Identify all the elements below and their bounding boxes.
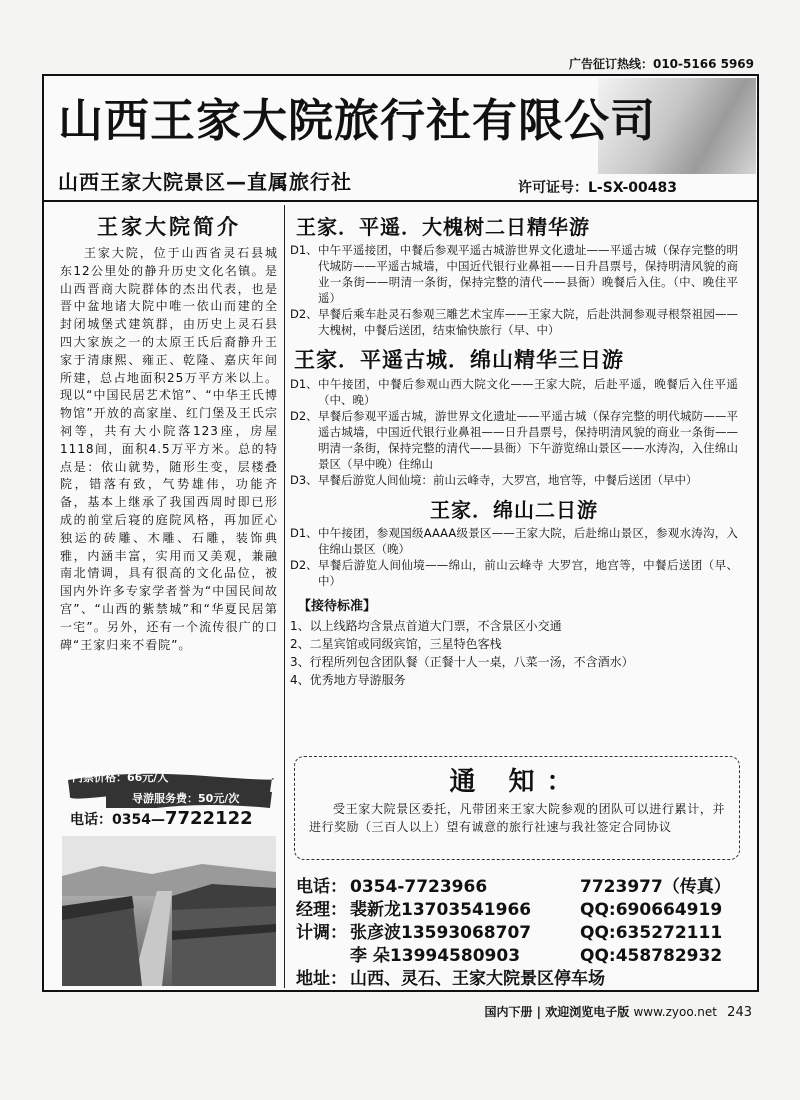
tour-day	[290, 408, 738, 472]
day-text: 早餐后游览人间仙境——绵山，前山云峰寺 大罗宫，地宫等，中餐后送团（早、中）	[318, 558, 738, 588]
day-text: 中午接团，中餐后参观山西大院文化——王家大院，后赴平遥，晚餐后入住平遥（中、晚）	[318, 377, 738, 407]
intro-text: 王家大院，位于山西省灵石县城东12公里处的静升历史文化名镇。是山西晋商大院群体的杰出代表，也是晋中盆地诸大院中唯一依山而建的全封闭城堡式建筑群，由历史上灵石县四大家族之一的太原王氏后裔静升王家于清康熙、雍正、乾隆、嘉庆年间所建，总占地面积25万平方米以上。现以“中国民居艺术馆”、“中华王氏博物馆”开放的高家崖、红门堡及王氏宗祠等，共有大小院落123座，房屋1118间，面积4.5万平方米。总的特点是：依山就势，随形生变，层楼叠院，错落有致，气势雄伟，功能齐备，基本上继承了我国西周时即已形成的前堂后寝的庭院风格，再加匠心独运的砖雕、木雕、石雕，装饰典雅，内涵丰富，实用而又美观，兼融南北情调，具有很高的文化品位，被国内外许多专家学者誉为“中国民间故宫”、“山西的紫禁城”和“华夏民居第一宅”。另外，还有一个流传很广的口碑“王家归来不看院”。	[60, 246, 278, 652]
day-text: 早餐后游览人间仙境：前山云峰寺，大罗宫，地官等，中餐后送团（早中）	[318, 473, 698, 487]
standards-title: 【接待标准】	[298, 599, 377, 614]
guide-fee: 导游服务费：50元/次	[132, 792, 240, 805]
standard-item: 3、行程所列包含团队餐（正餐十人一桌，八菜一汤，不含酒水）	[290, 655, 634, 669]
day-code: D1、	[290, 377, 318, 391]
page-number: 243	[727, 1005, 752, 1020]
courtyard-photo	[62, 836, 276, 986]
tours-column	[290, 205, 738, 689]
reception-standards	[290, 595, 738, 689]
tour-day	[290, 557, 738, 589]
header-divider	[42, 200, 759, 202]
contact-address-row	[296, 968, 746, 991]
intro-column	[60, 205, 278, 654]
license-number: 许可证号：L-SX-00483	[518, 180, 677, 196]
dispatch-qq: QQ:458782932	[580, 946, 723, 966]
tour-3	[290, 494, 738, 589]
standard-item: 2、二星宾馆或同级宾馆，三星特色客栈	[290, 637, 502, 651]
day-code: D2、	[290, 558, 318, 572]
contact-dispatch-row	[296, 945, 746, 968]
notice-title: 通 知：	[449, 767, 585, 797]
courtyard-illustration	[62, 836, 276, 986]
address-label: 地址：	[296, 969, 347, 989]
contact-dispatch-row	[296, 922, 746, 945]
manager-label: 经理：	[296, 900, 347, 920]
day-text: 早餐后参观平遥古城，游世界文化遗址——平遥古城（保存完整的明代城防——平遥古城墙，中国近代银行业鼻祖——日升昌票号，保持明清风貌的商业一条街——明清一条街，保持完整的清代——县衙）下午游览绵山景区——水涛沟，入住绵山景区（早中晚）住绵山	[318, 409, 738, 471]
manager-qq: QQ:690664919	[580, 900, 723, 920]
contact-block	[296, 876, 746, 991]
fax-number: 7723977（传真）	[580, 877, 731, 897]
contact-phone-row	[296, 876, 746, 899]
tour-2	[290, 344, 738, 488]
company-name: 山西王家大院旅行社有限公司	[58, 94, 657, 147]
intro-title: 王家大院简介	[97, 215, 241, 239]
tour-day	[290, 376, 738, 408]
footer-slogan: 欢迎浏览电子版	[545, 1005, 630, 1019]
tour-1	[290, 211, 738, 338]
day-text: 中午接团，参观国级AAAA级景区——王家大院，后赴绵山景区，参观水涛沟，入住绵山景区（晚）	[318, 526, 738, 556]
footer-section: 国内下册	[484, 1005, 533, 1019]
tour-day	[290, 525, 738, 557]
day-code: D1、	[290, 243, 318, 257]
tour-title: 王家．平遥．大槐树二日精华游	[296, 215, 590, 239]
left-phone-prefix: 0354—	[112, 812, 165, 828]
day-text: 早餐后乘车赴灵石参观三雕艺术宝库——王家大院，后赴洪洞参观寻根祭祖园——大槐树，中餐后送团，结束愉快旅行（早、中）	[318, 307, 738, 337]
tour-title: 王家．平遥古城．绵山精华三日游	[294, 348, 624, 372]
tour-day	[290, 306, 738, 338]
day-code: D3、	[290, 473, 318, 487]
tour-day	[290, 242, 738, 306]
ticket-banner	[66, 768, 274, 810]
left-phone-number: 7722122	[164, 808, 253, 829]
dispatch-label: 计调：	[296, 923, 347, 943]
phone-label: 电话：	[296, 877, 347, 897]
tour-day	[290, 472, 738, 488]
day-code: D1、	[290, 526, 318, 540]
day-text: 中午平遥接团，中餐后参观平遥古城游世界文化遗址——平遥古城（保存完整的明代城防——平遥古城墙，中国近代银行业鼻祖——日升昌票号，保持明清风貌的商业一条街——明清一条街，保持完整的清代——县衙）晚餐后入住。（中、晚住平遥）	[318, 243, 738, 305]
standard-item: 4、优秀地方导游服务	[290, 673, 406, 687]
day-code: D2、	[290, 307, 318, 321]
notice-box	[294, 756, 740, 860]
company-subtitle: 山西王家大院景区—直属旅行社	[58, 170, 352, 194]
phone-number: 0354-7723966	[350, 877, 488, 897]
notice-text: 受王家大院景区委托，凡带团来王家大院参观的团队可以进行累计，并进行奖励（三百人以上）望有诚意的旅行社速与我社签定合同协议	[309, 802, 725, 834]
left-phone-label: 电话：	[70, 812, 112, 828]
manager-contact: 裴新龙13703541966	[350, 900, 532, 920]
footer-site: www.zyoo.net	[633, 1005, 717, 1019]
dispatch-contact: 李 朵13994580903	[350, 946, 521, 966]
page-footer: 国内下册 | 欢迎浏览电子版 www.zyoo.net 243	[484, 1005, 752, 1020]
contact-manager-row	[296, 899, 746, 922]
ticket-price: 门票价格：66元/人	[72, 771, 169, 784]
day-code: D2、	[290, 409, 318, 423]
tour-title: 王家．绵山二日游	[430, 498, 598, 522]
standard-item: 1、以上线路均含景点首道大门票，不含景区小交通	[290, 619, 562, 633]
left-phone	[70, 808, 253, 829]
dispatch-contact: 张彦波13593068707	[350, 923, 532, 943]
address-text: 山西、灵石、王家大院景区停车场	[350, 969, 605, 989]
dispatch-qq: QQ:635272111	[580, 923, 723, 943]
ad-hotline: 广告征订热线：010-5166 5969	[568, 57, 754, 71]
column-divider	[284, 205, 285, 988]
